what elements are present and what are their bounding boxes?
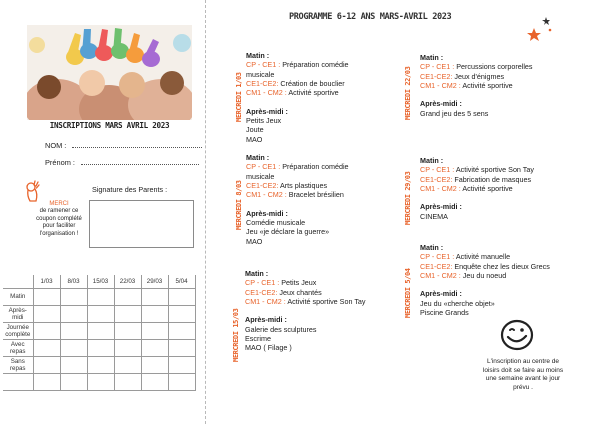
activity-text: Enquête chez les dieux Grecs [452, 261, 550, 271]
grid-cell[interactable] [87, 305, 114, 322]
day-block-2 [246, 153, 349, 246]
day-label-3: MERCREDI 15/03 [232, 308, 240, 362]
grid-cell[interactable] [33, 373, 60, 390]
grid-cell[interactable] [168, 305, 195, 322]
group-label: CE1-CE2: [420, 261, 453, 271]
grid-cell[interactable] [114, 339, 141, 356]
grid-row-avec-repas [3, 339, 195, 356]
activity-row [245, 297, 366, 306]
group-label: CP - CE1 : [246, 60, 281, 70]
activity-row [420, 72, 533, 81]
merci-line: pour faciliter [42, 223, 76, 230]
grid-row-matin [3, 288, 195, 305]
activity-text: musicale [246, 69, 275, 79]
aprem-item: Grand jeu des 5 sens [420, 108, 489, 118]
activity-text: Activité sportive [460, 183, 513, 193]
merci-note [28, 201, 90, 238]
grid-cell[interactable] [33, 339, 60, 356]
activity-row [246, 190, 349, 199]
grid-cell[interactable] [87, 356, 114, 373]
smiley-icon [499, 318, 535, 352]
day-block-1 [246, 51, 349, 144]
activity-row [246, 88, 349, 97]
grid-row-label [3, 322, 33, 339]
matin-label: Matin : [246, 51, 270, 60]
activity-text: musicale [246, 171, 275, 181]
grid-cell[interactable] [168, 373, 195, 390]
grid-cell[interactable] [87, 322, 114, 339]
grid-header-row [3, 275, 195, 288]
aprem-item: Joute [246, 125, 264, 135]
signature-box[interactable] [89, 200, 194, 248]
grid-date: 8/03 [60, 275, 87, 288]
grid-cell[interactable] [114, 305, 141, 322]
activity-row [246, 70, 349, 79]
grid-row-label-line: Après- [8, 306, 27, 314]
prenom-input-line[interactable] [81, 158, 199, 165]
grid-date: 29/03 [141, 275, 168, 288]
aprem-label: Après-midi : [246, 208, 288, 218]
grid-cell[interactable] [114, 322, 141, 339]
activity-row [246, 172, 349, 181]
matin-label: Matin : [246, 153, 270, 162]
aprem-item: Jeu du «cherche objet» [420, 298, 495, 308]
group-label: CP - CE1 : [420, 62, 455, 72]
grid-cell[interactable] [114, 356, 141, 373]
group-label: CP - CE1 : [420, 165, 455, 175]
grid-cell[interactable] [114, 373, 141, 390]
note-line: loisirs doit se faire au moins [482, 366, 564, 374]
grid-cell[interactable] [33, 322, 60, 339]
activity-text: Activité sportive [286, 88, 339, 98]
day-label-5: MERCREDI 29/03 [404, 171, 412, 225]
group-label: CM1 - CM2 : [420, 183, 461, 193]
nom-input-line[interactable] [72, 141, 202, 148]
activity-text: Percussions corporelles [454, 62, 533, 72]
grid-cell[interactable] [141, 322, 168, 339]
registration-grid [3, 275, 196, 391]
merci-line: MERCI [49, 201, 69, 207]
grid-cell[interactable] [168, 288, 195, 305]
activity-row [420, 184, 534, 193]
grid-row-label-line: complète [5, 330, 31, 338]
nom-label: NOM : [45, 141, 67, 150]
merci-line: de ramener ce [39, 208, 79, 215]
grid-row-label [3, 356, 33, 373]
grid-cell[interactable] [141, 305, 168, 322]
grid-row-sans-repas [3, 356, 195, 373]
grid-row-empty [3, 373, 195, 390]
aprem-item: MAO ( Filage ) [245, 343, 292, 353]
grid-row-label-line: midi [12, 313, 24, 321]
grid-cell[interactable] [87, 288, 114, 305]
grid-row-label-line: repas [10, 347, 26, 355]
activity-row [246, 181, 349, 190]
matin-label: Matin : [420, 53, 444, 62]
grid-cell[interactable] [60, 339, 87, 356]
aprem-label: Après-midi : [245, 315, 287, 325]
activity-text: Préparation comédie [280, 162, 349, 172]
activity-row [246, 162, 349, 171]
group-label: CE1-CE2: [246, 78, 279, 88]
aprem-item: Petits Jeux [246, 116, 282, 126]
aprem-item: MAO [246, 134, 263, 144]
grid-cell[interactable] [141, 356, 168, 373]
matin-label: Matin : [420, 243, 444, 252]
group-label: CE1-CE2: [420, 71, 453, 81]
grid-cell[interactable] [33, 288, 60, 305]
day-label-6: MERCREDI 5/04 [404, 268, 412, 318]
group-label: CM1 - CM2 : [246, 88, 287, 98]
day-label-1: MERCREDI 1/03 [235, 72, 243, 122]
activity-text: Création de bouclier [278, 78, 345, 88]
grid-cell[interactable] [60, 322, 87, 339]
grid-cell[interactable] [168, 356, 195, 373]
aprem-item: Comédie musicale [246, 218, 306, 228]
activity-text: Bracelet brésilien [286, 190, 344, 200]
merci-line: coupon complété [36, 215, 82, 222]
activity-text: Jeux d'énigmes [452, 71, 505, 81]
fold-line [205, 0, 206, 424]
day-block-6 [420, 243, 550, 317]
activity-row [420, 262, 550, 271]
prenom-label: Prénom : [45, 158, 75, 167]
group-label: CE1-CE2: [420, 174, 453, 184]
activity-text: Jeu du noeud [460, 270, 507, 280]
grid-cell[interactable] [60, 373, 87, 390]
aprem-item: CINEMA [420, 211, 448, 221]
activity-text: Activité sportive Son Tay [285, 296, 366, 306]
activity-text: Jeux chantés [277, 287, 322, 297]
day-block-4 [420, 53, 533, 118]
group-label: CM1 - CM2 : [420, 270, 461, 280]
registration-note [467, 358, 579, 392]
note-line: une semaine avant le jour [485, 375, 561, 383]
inscriptions-title: INSCRIPTIONS MARS AVRIL 2023 [49, 121, 170, 130]
aprem-label: Après-midi : [420, 99, 462, 109]
grid-cell[interactable] [168, 322, 195, 339]
aprem-item: Jeu «je déclare la guerre» [246, 227, 330, 237]
aprem-label: Après-midi : [420, 289, 462, 299]
group-label: CE1-CE2: [245, 287, 278, 297]
day-label-2: MERCREDI 8/03 [235, 180, 243, 230]
children-hands-photo [27, 25, 192, 120]
matin-label: Matin : [245, 269, 269, 278]
stars-icon [524, 14, 554, 44]
grid-date: 1/03 [33, 275, 60, 288]
grid-date: 5/04 [168, 275, 195, 288]
grid-row-label-line: Journée [6, 323, 29, 331]
activity-row [420, 165, 534, 174]
grid-cell[interactable] [141, 288, 168, 305]
ok-hand-icon [24, 180, 40, 202]
grid-cell[interactable] [60, 305, 87, 322]
activity-row [245, 288, 366, 297]
grid-row-label [3, 305, 33, 322]
aprem-item: MAO [246, 236, 263, 246]
grid-row-journee [3, 322, 195, 339]
activity-row [420, 81, 533, 90]
nom-field[interactable] [45, 141, 202, 150]
aprem-label: Après-midi : [420, 202, 462, 212]
activity-row [420, 271, 550, 280]
grid-row-label [3, 339, 33, 356]
activity-row [420, 175, 534, 184]
activity-text: Activité sportive Son Tay [454, 165, 534, 175]
prenom-field[interactable] [45, 158, 199, 167]
group-label: CM1 - CM2 : [245, 296, 286, 306]
activity-row [246, 79, 349, 88]
grid-row-apres-midi [3, 305, 195, 322]
day-block-5 [420, 156, 534, 221]
grid-row-label-line: repas [10, 364, 26, 372]
program-title: PROGRAMME 6-12 ANS MARS-AVRIL 2023 [289, 12, 452, 22]
note-line: prévu . [513, 383, 533, 391]
grid-cell[interactable] [33, 305, 60, 322]
aprem-label: Après-midi : [246, 106, 288, 116]
aprem-item: Piscine Grands [420, 308, 469, 318]
grid-row-label [3, 373, 33, 390]
day-block-3 [245, 269, 366, 353]
group-label: CM1 - CM2 : [246, 190, 287, 200]
grid-row-label-line: Avec [10, 340, 25, 348]
signature-label: Signature des Parents : [92, 185, 168, 194]
aprem-item: Escrime [245, 334, 271, 344]
grid-corner [3, 275, 33, 288]
activity-text: Arts plastiques [278, 180, 328, 190]
grid-cell[interactable] [141, 339, 168, 356]
activity-text: Activité sportive [460, 80, 513, 90]
grid-cell[interactable] [87, 373, 114, 390]
day-label-4: MERCREDI 22/03 [404, 66, 412, 120]
group-label: CP - CE1 : [420, 252, 455, 262]
grid-date: 15/03 [87, 275, 114, 288]
activity-text: Fabrication de masques [452, 174, 532, 184]
grid-cell[interactable] [141, 373, 168, 390]
grid-cell[interactable] [60, 356, 87, 373]
activity-row [420, 62, 533, 71]
grid-row-label-line: Sans [10, 357, 25, 365]
group-label: CM1 - CM2 : [420, 80, 461, 90]
group-label: CP - CE1 : [246, 162, 281, 172]
grid-cell[interactable] [60, 288, 87, 305]
merci-line: l'organisation ! [39, 230, 79, 237]
note-line: L'inscription au centre de [486, 358, 560, 365]
matin-label: Matin : [420, 156, 444, 165]
activity-row [246, 60, 349, 69]
activity-row [420, 252, 550, 261]
grid-cell[interactable] [114, 288, 141, 305]
grid-cell[interactable] [168, 339, 195, 356]
group-label: CE1-CE2: [246, 180, 279, 190]
grid-date: 22/03 [114, 275, 141, 288]
aprem-item: Galerie des sculptures [245, 324, 317, 334]
grid-row-label: Matin [3, 288, 33, 305]
activity-text: Petits Jeux [279, 278, 317, 288]
activity-text: Activité manuelle [454, 252, 511, 262]
grid-cell[interactable] [33, 356, 60, 373]
group-label: CP - CE1 : [245, 278, 280, 288]
activity-text: Préparation comédie [280, 60, 349, 70]
activity-row [245, 278, 366, 287]
grid-cell[interactable] [87, 339, 114, 356]
